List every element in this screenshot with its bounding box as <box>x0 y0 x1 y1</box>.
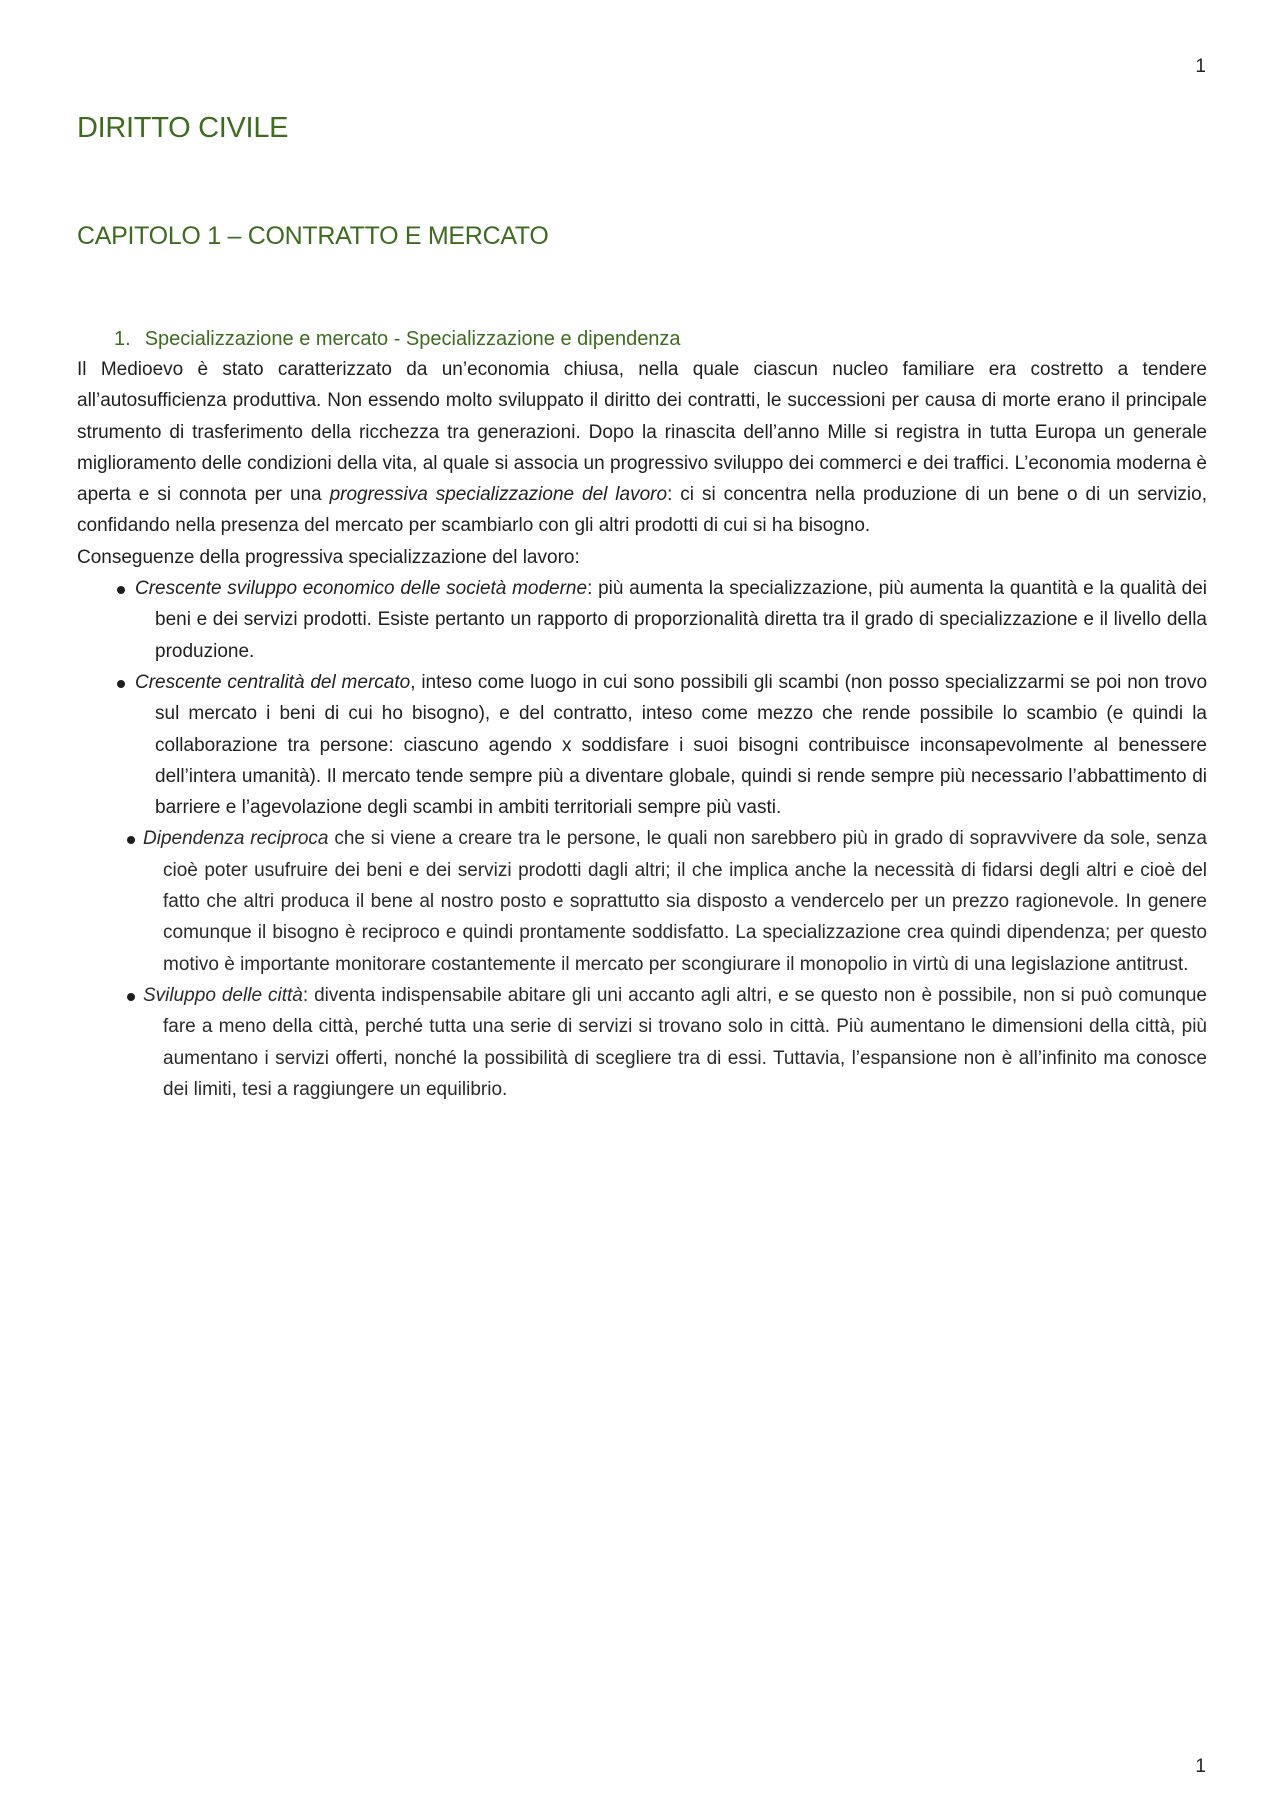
bullet-icon <box>117 586 125 594</box>
list-item-text: che si viene a creare tra le persone, le quali non sarebbero più in grado di sopravvivere da sole, senza cioè poter usufruire dei beni e dei servizi prodotti dagli altri; il che implica anche la necessità di fidarsi degli altri e cioè del fatto che altri produca il bene al nostro posto e soprattutto sia disposto a vendercelo per un prezzo ragionevole. In genere comunque il bisogno è reciproco e quindi prontamente soddisfatto. La specializzazione crea quindi dipendenza; per questo motivo è importante monitorare costantemente il mercato per scongiurare il monopolio in virtù di una legislazione antitrust. <box>163 828 1207 975</box>
intro-text-part2: : ci si concentra nella produzione di un bene o di un servizio, confidando nella presenza del mercato per scambiarlo con gli altri prodotti di cui si ha bisogno. <box>77 484 1208 537</box>
list-item-term: Crescente sviluppo economico delle società moderne <box>135 578 588 600</box>
page-number-bottom: 1 <box>1195 1756 1206 1777</box>
list-item <box>77 823 1207 979</box>
list-item <box>77 667 1207 823</box>
section-heading <box>114 328 1207 351</box>
list-item-term: Sviluppo delle città <box>143 984 303 1006</box>
list-item <box>77 573 1207 667</box>
list-item <box>77 980 1207 1105</box>
consequences-lead: Conseguenze della progressiva specializzazione del lavoro: <box>77 546 580 568</box>
intro-text-part1: Il Medioevo è stato caratterizzato da un’economia chiusa, nella quale ciascun nucleo familiare era costretto a tendere all’autosufficienza produttiva. Non essendo molto sviluppato il diritto dei contratti, le successioni per causa di morte erano il principale strumento di trasferimento della ricchezza tra generazioni. Dopo la rinascita dell’anno Mille si registra in tutta Europa un generale miglioramento delle condizioni della vita, al quale si associa un progressivo sviluppo dei commerci e dei traffici. L’economia moderna è aperta e si connota per una <box>77 359 1207 506</box>
list-item-term: Crescente centralità del mercato <box>135 671 411 693</box>
list-item-text: , inteso come luogo in cui sono possibili gli scambi (non posso specializzarmi se poi non trovo sul mercato i beni di cui ho bisogno), e del contratto, inteso come mezzo che rende possibile lo scambio (e quindi la collaborazione tra persone: ciascuno agendo x soddisfare i suoi bisogni contribuisce inconsapevolmente al benessere dell’intera umanità). Il mercato tende sempre più a diventare globale, quindi si rende sempre più necessario l’abbattimento di barriere e l’agevolazione degli scambi in ambiti territoriali sempre più vasti. <box>155 671 1208 819</box>
bullet-icon <box>117 680 125 688</box>
intro-paragraph <box>77 354 1207 542</box>
intro-emphasis: progressiva specializzazione del lavoro <box>329 484 668 506</box>
bullet-icon <box>127 993 135 1001</box>
chapter-title: CAPITOLO 1 – CONTRATTO E MERCATO <box>77 222 549 250</box>
section-heading-text: Specializzazione e mercato - Specializzazione e dipendenza <box>144 328 681 350</box>
consequences-list <box>77 573 1207 1105</box>
bullet-icon <box>127 836 135 844</box>
list-item-text: : diventa indispensabile abitare gli uni accanto agli altri, e se questo non è possibile, non si può comunque fare a meno della città, perché tutta una serie di servizi si trovano solo in città. Più aumentano le dimensioni della città, più aumentano i servizi offerti, nonché la possibilità di scegliere tra di essi. Tuttavia, l’espansione non è all’infinito ma conosce dei limiti, tesi a raggiungere un equilibrio. <box>163 984 1207 1100</box>
list-item-text: : più aumenta la specializzazione, più aumenta la quantità e la qualità dei beni e dei servizi prodotti. Esiste pertanto un rapporto di proporzionalità diretta tra il grado di specializzazione e il livello della produzione. <box>155 578 1207 662</box>
section-1 <box>77 328 1207 1105</box>
page-number-top: 1 <box>1195 56 1206 77</box>
document-title: DIRITTO CIVILE <box>77 112 289 144</box>
list-item-term: Dipendenza reciproca <box>143 828 329 850</box>
section-number: 1. <box>114 328 131 350</box>
